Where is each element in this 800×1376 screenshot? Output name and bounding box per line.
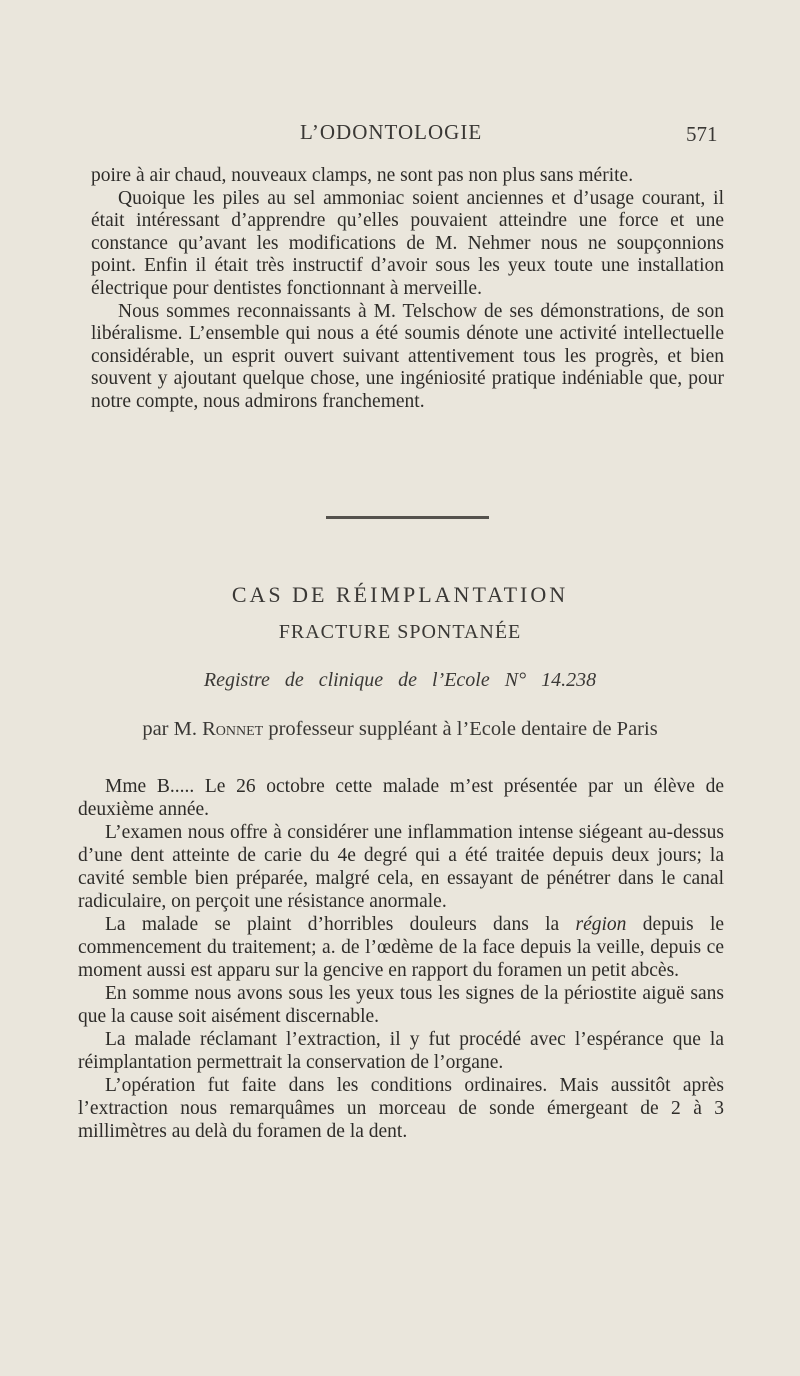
page-number: 571	[686, 122, 718, 146]
article-subtitle: FRACTURE SPONTANÉE	[278, 621, 522, 643]
clinic-register-reference: Registre de clinique de l’Ecole N° 14.238	[203, 669, 597, 691]
paragraph: L’opération fut faite dans les conditions ordinaires. Mais aussitôt après l’extraction nous remarquâmes un morceau de sonde émergeant de 2 à 3 millimètres au delà du foramen de la dent.	[78, 1075, 724, 1142]
paragraph: Nous sommes reconnaissants à M. Telschow de ses démonstrations, de son libéralisme. L’ensemble qui nous a été soumis dénote une activité intellectuelle considérable, un esprit ouvert suivant attentivement tous les progrès, et bien souvent y ajoutant quelque chose, une ingéniosité pratique indéniable que, pour notre compte, nous admirons franchement.	[91, 300, 724, 412]
page-header	[0, 120, 800, 150]
paragraph: L’examen nous offre à considérer une inflammation intense siégeant au-dessus d’une dent atteinte de carie du 4e degré qui a été traitée depuis deux jours; la cavité semble bien préparée, malgré cela, en essayant de pénétrer dans le canal radiculaire, on perçoit une résistance anormale.	[78, 822, 724, 912]
byline-prefix: par M.	[142, 718, 197, 740]
previous-article-end	[91, 165, 724, 414]
text-run: depuis le commencement du traitement; a. de l’œdème de la face depuis la veille, depuis ce moment aussi est apparu sur la gencive en rapport du foramen un petit abcès.	[78, 914, 725, 981]
paragraph: Mme B..... Le 26 octobre cette malade m’est présentée par un élève de deuxième année.	[78, 776, 724, 820]
paragraph: En somme nous avons sous les yeux tous les signes de la périostite aiguë sans que la cause soit aisément discernable.	[78, 983, 724, 1027]
author-name: Ronnet	[202, 718, 264, 740]
article-title: CAS DE RÉIMPLANTATION	[231, 582, 569, 607]
paragraph: poire à air chaud, nouveaux clamps, ne sont pas non plus sans mérite.	[91, 165, 634, 186]
byline-affiliation: professeur suppléant à l’Ecole dentaire de Paris	[268, 718, 658, 740]
paragraph: La malade réclamant l’extraction, il y fut procédé avec l’espérance que la réimplantation permettrait la conservation de l’organe.	[78, 1029, 724, 1073]
paragraph: Quoique les piles au sel ammoniac soient anciennes et d’usage courant, il était intéressant d’apprendre qu’elles pouvaient atteindre une force et une constance qu’avant les modifications de M. Nehmer nous ne soupçonnions point. Enfin il était très instructif d’avoir sous les yeux toute une installation électrique pour dentistes fonctionnant à merveille.	[91, 187, 724, 299]
section-divider	[326, 516, 489, 519]
byline	[0, 718, 800, 741]
text-run: La malade se plaint d’horribles douleurs dans la	[105, 914, 560, 935]
paragraph	[78, 913, 724, 982]
italic-word: région	[575, 914, 627, 935]
article-body	[78, 775, 724, 1143]
running-title: L’ODONTOLOGIE	[300, 120, 483, 144]
